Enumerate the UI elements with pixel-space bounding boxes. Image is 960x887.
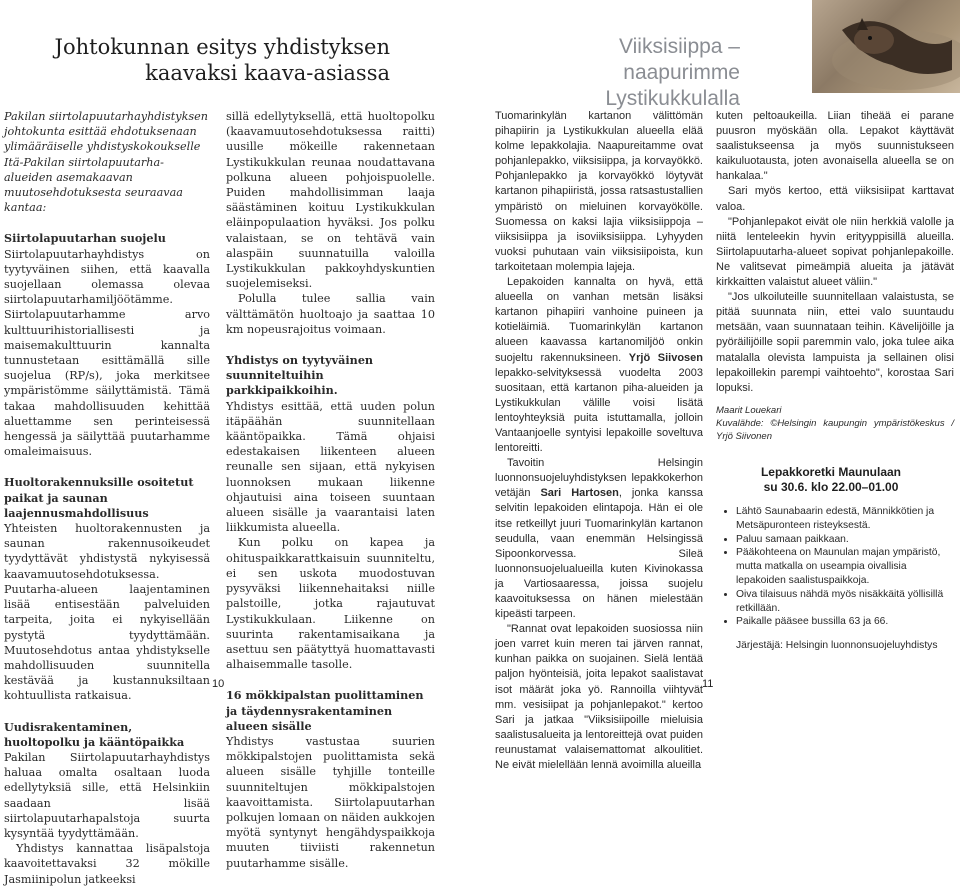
event-title — [716, 465, 946, 495]
paragraph: Pakilan Siirtolapuutarhayhdistys haluaa omalta osaltaan luoda edellytyksiä sille, että Helsinkiin saadaan lisää siirtolapuutarhapalstoja suurta kysyntää tyydyttämään. — [4, 750, 210, 840]
left-title-line-1: Johtokunnan esitys yhdistyksen — [54, 35, 390, 59]
text-run: Lepakoiden kannalta on hyvä, että alueella on vanhan metsän lisäksi kartanon pihapiiri vanhoine puineen ja kotieläimiä. Tuomarinkylän kartanon alueen kaavassa kartanomiljöö onkin suojeltu rakennuksineen. — [495, 276, 703, 364]
name-highlight: Sari Hartosen — [540, 487, 619, 500]
page-number-right: 11 — [702, 678, 714, 690]
paragraph: Tuomarinkylän kartanon välittömän pihapiirin ja Lystikukkulan alueella elää kolme lepakkolajia. Naapureitamme ovat pohjanlepakko, viiksisiippa, ja korvayökkö. Pohjanlepakko ja korvayökkö löytyvät kartanon pihapiiristä, jossa ratsastustallien ympäristö on mieluinen korvayökölle. Suomessa on kaksi lajia viiksisiippoja – viiksisiippa ja isoviiksisiippa. Lyhyyden vuoksi puhutaan vain viiksisiipoista, kun tarkoitetaan molempia lajeja. — [495, 110, 703, 273]
paragraph: Yhdistys kannattaa lisäpalstoja kaavoitettavaksi 32 mökille Jasmiinipolun jatkeeksi — [4, 842, 210, 886]
paragraph — [495, 275, 703, 456]
paragraph: "Pohjanlepakot eivät ole niin herkkiä valolle ja niitä lenteleekin hyvin erityyppisillä alueilla. Siirtolapuutarha-alueet sopivat pohjanlepakoille. Ne valitsevat pimeämpiä alueita ja jätävät kirkkaitten valaistut alueet väliin." — [716, 215, 954, 289]
text-run: Tavoitin Helsingin luonnonsuojeluyhdistyksen lepakkokerhon vetäjän — [495, 457, 703, 500]
list-item: • Pääkohteena on Maunulan majan ympäristö, mutta matkalla on useampia oivallisia lepakoiden saalistuspaikkoja. — [736, 546, 946, 587]
heading-uudisrakentaminen: Uudisrakentaminen, huoltopolku ja kääntöpaikka — [4, 719, 185, 749]
right-column-2 — [716, 109, 954, 443]
paragraph: "Rannat ovat lepakoiden suosiossa niin joen varret kuin meren tai järven rannat, kunhan paikka on suojainen. Sielä lentää paljon hyönteisiä, joita lepakot saalistavat isot määrät joka yö. Rannoilla viihtyvät mm. vesisiipat ja pohjanlepakot." kertoo Sari ja jatkaa "Viiksisiipoille mieluisia saalistusalueita ja lentoreittejä ovat puiden reunustamat valaisemattomat alkoulitiet. Ne eivät mielellään lennä avoimilla alueilla — [495, 623, 703, 772]
text-run: , jonka kanssa selvitin lepakoiden elintapoja. Hän ei ole itse retkeillyt juuri Tuomarinkylän kartanon seudulla, vaan enemmän Helsingissä Sipoonkorvessa. Sileä luonnonsuojelualueilla kuten Kivinokassa ja Vartiosaaressa, joissa suojelu kaavoituksessa on hänen mielestään kipeästi tarpeen. — [495, 487, 703, 621]
list-item: • Lähtö Saunabaarin edestä, Männikkötien ja Metsäpuronteen risteyksestä. — [736, 505, 946, 533]
right-title-line-2: Lystikukkulalla — [605, 87, 740, 110]
paragraph: Kun polku on kapea ja ohituspaikkarattkaisuin suunniteltu, ei sen uskota muodostuvan pysyväksi liikennehaitaksi niille palstoille, jotka rajautuvat Lystikukkulaan. Liikenne on suurinta rakentamisaikana ja asettuu sen päätyttyä huomattavasti alhaisemmalle tasolle. — [226, 536, 435, 672]
paragraph: Sari myös kertoo, että viiksisiipat karttavat valoa. — [716, 185, 954, 213]
event-box — [716, 455, 946, 665]
heading-parkkipaikat: Yhdistys on tyytyväinen suunniteltuihin parkkipaikkoihin. — [226, 353, 374, 398]
list-item: • Paluu samaan paikkaan. — [736, 533, 946, 547]
event-organizer: Järjestäjä: Helsingin luonnonsuojeluyhdistys — [736, 640, 938, 652]
heading-huoltorakennukset: Huoltorakennuksille osoitetut paikat ja saunan laajennusmahdollisuus — [4, 475, 194, 520]
right-article-title — [500, 34, 740, 112]
left-column-2 — [226, 109, 435, 871]
paragraph: Yhdistys vastustaa suurien mökkipalstojen puolittamista sekä alueen sisälle tyhjille tonteille suunniteltujen mökkipalstojen kaavoittamista. Siirtolapuutarhan polkujen lomaan on näiden aukkojen myötä syntynyt hengähdyspaikkoja muuten tiiviisti rakennetun puutarhamme sisälle. — [226, 734, 435, 870]
heading-suojelu: Siirtolapuutarhan suojelu — [4, 231, 166, 246]
text-run: lepakko-selvityksessä vuodelta 2003 suositaan, että kartanon piha-alueiden ja Lystikukkulan välille voisi lisätä lentoyhteyksiä puita istuttamalla, jolloin Vantaanjoelle syntyisi lepakoille soveltuva lentoreitti. — [495, 366, 703, 455]
event-date: su 30.6. klo 22.00–01.00 — [763, 480, 899, 494]
paragraph: kuten peltoaukeilla. Liian tiheää ei parane puusron myöskään olla. Lepakot käyttävät saalistukseensa ja myös suunnistukseen kaikuluotausta, joten avonaisella alueella se on hankalaa." — [716, 110, 954, 183]
lead-paragraph: Pakilan siirtolapuutarhayhdistyksen johtokunta esittää ehdotuksenaan ylimääräiselle yhdistyskokoukselle Itä-Pakilan siirtolapuutarha-alueiden asemakaavan muutosehdotuksesta seuraavaa kantaa: — [4, 110, 208, 215]
paragraph: Yhteisten huoltorakennusten ja saunan rakennusoikeudet tyydyttävät yhdistystä nykyisessä kaavamuutosehdotuksessa. Puutarha-alueen laajentaminen lisää entisestään palveluiden tarpeita, joita ei nykyisellään pystytä tyydyttämään. Muutosehdotus antaa yhdistykselle mahdollisuuden suunnitella kestävää ja kustannuksiltaan kohtuullista ratkaisua. — [4, 522, 210, 703]
author-name: Maarit Louekari — [716, 404, 782, 416]
image-credit: Kuvalähde: ©Helsingin kaupungin ympäristökeskus / Yrjö Siivonen — [716, 417, 954, 442]
paragraph: Polulla tulee sallia vain välttämätön huoltoajo ja saattaa 10 km nopeusrajoitus voimaan. — [226, 292, 435, 336]
event-details-list — [716, 505, 946, 629]
heading-puolittaminen: 16 mökkipalstan puolittaminen ja täydennysrakentaminen alueen sisälle — [226, 688, 424, 733]
event-title-line-1: Lepakkoretki Maunulaan — [760, 465, 902, 479]
bat-photo — [812, 0, 960, 93]
right-column-1 — [495, 109, 703, 773]
left-column-1 — [4, 109, 210, 887]
paragraph — [495, 456, 703, 622]
name-highlight: Yrjö Siivosen — [628, 351, 703, 364]
paragraph: Siirtolapuutarhayhdistys on tyytyväinen siihen, että kaavalla suojellaan olemassa olevaa siirtolapuutarhamiljöötämme. Siirtolapuutarhamme arvo kulttuurihistoriallisesti ja maisemakulttuurin kannalta tunnustetaan esittämällä sille suojelua (RP/s), joka merkitsee ympäristömme säilyttämistä. Tämä takaa mahdollisuuden kehittää aluettamme sen perinteisessä hengessä ja säilyttää puutarhamme omaleimaisuus. — [4, 247, 210, 459]
left-article-title — [20, 34, 390, 86]
paragraph: Yhdistys esittää, että uuden polun itäpäähän suunnitellaan kääntöpaikka. Tämä ohjaisi edestakaisen liikenteen alueen reunalle sen sijaan, että nykyisen luonnoksen mukaan liikenne ohjautuisi aina toiseen suuntaan alueen sisälle ja vaarantaisi laten liikkumista alueella. — [226, 399, 435, 535]
list-item: • Oiva tilaisuus nähdä myös nisäkkäitä yöllisillä retkillään. — [736, 588, 946, 616]
page-number-left: 10 — [212, 678, 225, 690]
paragraph: "Jos ulkoiluteille suunnitellaan valaistusta, se pitää suunnata niin, ettei valo suuntaudu metsään, vaan suunnataan teihin. Kävelijöille ja pyöräilijöille sopii paremmin valo, joka tulee aika matalalla olevista lampuista ja sellainen olisi lepakoillekin parempi vaihtoehto", korostaa Sari lopuksi. — [716, 291, 954, 394]
right-title-line-1: Viiksisiippa – naapurimme — [618, 35, 740, 84]
paragraph: sillä edellytyksellä, että huoltopolku (kaavamuutosehdotuksessa raitti) uusille mökeille rakennetaan Lystikukkulan reunaa noudattavana polkuna alueen pohjoispuolelle. Puiden mahdollisimman laaja säästäminen koituu Lystikukkulan eläinpopulaation hyväksi. Jos polku valaistaan, se on tehtävä vain alaspäin suunnatuilla valoilla Lystikukkulan pakkoyhdyskuntien suojelemiseksi. — [226, 110, 435, 291]
list-item: • Paikalle pääsee bussilla 63 ja 66. — [736, 615, 946, 629]
left-title-line-2: kaavaksi kaava-asiassa — [145, 61, 390, 85]
